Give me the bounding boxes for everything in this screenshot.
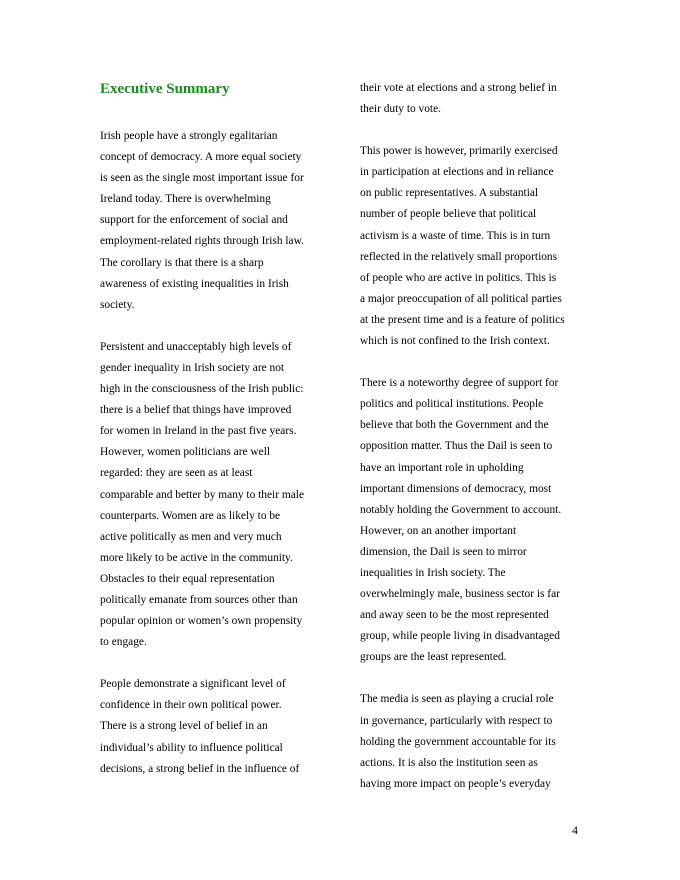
left-paragraphs bbox=[100, 126, 322, 780]
text-line: The corollary is that there is a sharp bbox=[100, 256, 264, 269]
text-line: There is a strong level of belief in an bbox=[100, 720, 268, 733]
text-line: on public representatives. A substantial bbox=[360, 187, 539, 200]
paragraph bbox=[360, 141, 582, 352]
text-line: there is a belief that things have improved bbox=[100, 404, 292, 417]
text-line: opposition matter. Thus the Dail is seen to bbox=[360, 440, 553, 453]
text-line: at the present time and is a feature of politics bbox=[360, 313, 565, 326]
paragraph bbox=[100, 674, 322, 779]
text-line: People demonstrate a significant level of bbox=[100, 678, 286, 691]
text-line: groups are the least represented. bbox=[360, 651, 507, 664]
text-line: However, on an another important bbox=[360, 524, 517, 537]
text-line: notably holding the Government to account. bbox=[360, 503, 562, 516]
text-line: for women in Ireland in the past five years. bbox=[100, 425, 297, 438]
text-line: counterparts. Women are as likely to be bbox=[100, 509, 281, 522]
text-line: employment-related rights through Irish law. bbox=[100, 235, 304, 248]
text-line: individual’s ability to influence political bbox=[100, 741, 283, 754]
text-line: politically emanate from sources other than bbox=[100, 593, 298, 606]
paragraph bbox=[360, 373, 582, 668]
text-line: a major preoccupation of all political parties bbox=[360, 292, 562, 305]
text-line: decisions, a strong belief in the influence of bbox=[100, 762, 300, 775]
text-line: have an important role in upholding bbox=[360, 461, 524, 474]
paragraph bbox=[360, 689, 582, 794]
text-line: support for the enforcement of social and bbox=[100, 214, 288, 227]
text-line: their vote at elections and a strong belief in bbox=[360, 82, 557, 94]
text-line: Ireland today. There is overwhelming bbox=[100, 193, 271, 206]
text-line: Obstacles to their equal representation bbox=[100, 572, 275, 585]
text-line: activism is a waste of time. This is in turn bbox=[360, 229, 551, 242]
text-line: This power is however, primarily exercised bbox=[360, 145, 558, 158]
text-line: of people who are active in politics. This is bbox=[360, 271, 557, 284]
text-line: in participation at elections and in reliance bbox=[360, 166, 554, 179]
paragraph bbox=[100, 337, 322, 653]
text-line: inequalities in Irish society. The bbox=[360, 566, 506, 579]
text-line: in governance, particularly with respect to bbox=[360, 714, 553, 727]
text-line: politics and political institutions. People bbox=[360, 398, 544, 411]
text-line: The media is seen as playing a crucial role bbox=[360, 693, 554, 706]
text-line: popular opinion or women’s own propensity bbox=[100, 615, 303, 628]
text-line: believe that both the Government and the bbox=[360, 419, 549, 432]
text-line: overwhelmingly male, business sector is far bbox=[360, 588, 560, 601]
text-line: active politically as men and very much bbox=[100, 530, 282, 543]
page-number: 4 bbox=[572, 823, 578, 837]
right-column bbox=[360, 78, 582, 816]
text-line: actions. It is also the institution seen as bbox=[360, 756, 538, 769]
text-line: their duty to vote. bbox=[360, 103, 441, 116]
text-line: is seen as the single most important issue for bbox=[100, 172, 304, 185]
text-line: confidence in their own political power. bbox=[100, 699, 282, 712]
text-line: regarded: they are seen as at least bbox=[100, 467, 253, 480]
text-line: which is not confined to the Irish context. bbox=[360, 335, 550, 348]
text-line: However, women politicians are well bbox=[100, 446, 271, 459]
text-line: There is a noteworthy degree of support for bbox=[360, 377, 559, 390]
text-line: important dimensions of democracy, most bbox=[360, 482, 552, 495]
text-line: high in the consciousness of the Irish public: bbox=[100, 383, 304, 396]
text-line: Persistent and unacceptably high levels of bbox=[100, 340, 292, 353]
text-line: reflected in the relatively small proportions bbox=[360, 250, 558, 263]
text-line: comparable and better by many to their male bbox=[100, 488, 305, 501]
text-line: to engage. bbox=[100, 636, 147, 649]
text-line: concept of democracy. A more equal society bbox=[100, 151, 302, 164]
paragraph bbox=[100, 126, 322, 316]
paragraph bbox=[360, 78, 582, 120]
text-line: and away seen to be the most represented bbox=[360, 609, 549, 622]
text-line: society. bbox=[100, 298, 135, 311]
text-line: dimension, the Dail is seen to mirror bbox=[360, 545, 527, 558]
right-paragraphs bbox=[360, 78, 582, 795]
text-line: more likely to be active in the community. bbox=[100, 551, 293, 564]
text-line: number of people believe that political bbox=[360, 208, 537, 221]
left-column bbox=[100, 78, 322, 801]
text-line: group, while people living in disadvantaged bbox=[360, 630, 560, 643]
text-line: awareness of existing inequalities in Irish bbox=[100, 277, 289, 290]
text-line: having more impact on people’s everyday bbox=[360, 777, 551, 790]
text-line: holding the government accountable for its bbox=[360, 735, 556, 748]
section-heading: Executive Summary bbox=[100, 81, 230, 97]
text-line: gender inequality in Irish society are not bbox=[100, 361, 285, 374]
text-line: Irish people have a strongly egalitarian bbox=[100, 130, 278, 142]
